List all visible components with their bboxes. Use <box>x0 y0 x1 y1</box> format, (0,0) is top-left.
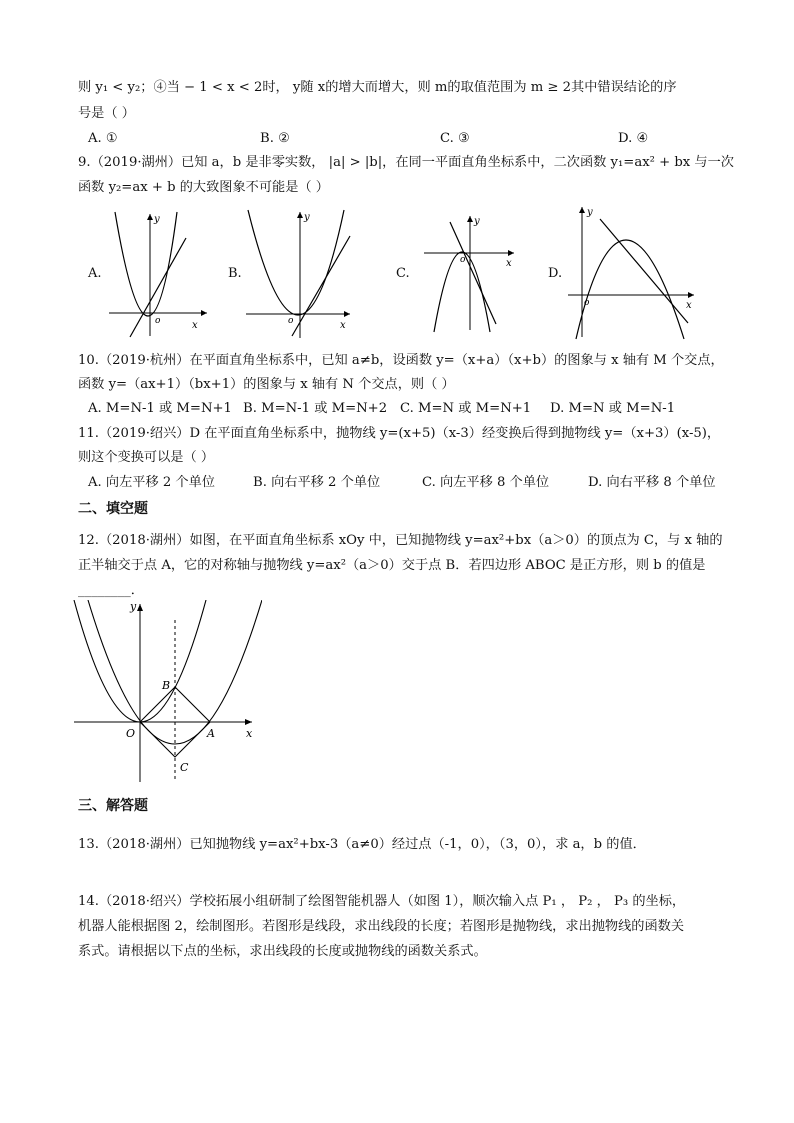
q14-text-line-1: 14.（2018·绍兴）学校拓展小组研制了绘图智能机器人（如图 1），顺次输入点 P₁ ， P₂ ， P₃ 的坐标， <box>78 894 686 909</box>
q11-option-b: B. 向右平移 2 个单位 <box>253 475 381 490</box>
q12-point-a: A <box>207 727 215 740</box>
q12-x-label: x <box>246 727 253 740</box>
q10-option-d: D. M=N 或 M=N-1 <box>550 401 676 416</box>
q9-a-y-label: y <box>154 214 160 225</box>
q9-b-origin: o <box>288 316 294 326</box>
q8-text-line-2: 号是（ ） <box>78 106 135 121</box>
q12-y-label: y <box>130 600 137 613</box>
q9-text-line-2: 函数 y₂=ax + b 的大致图象不可能是（ ） <box>78 180 329 195</box>
q9-b-x-label: x <box>340 320 346 331</box>
q8-option-a: A. ① <box>88 131 118 146</box>
q9-d-origin: o <box>584 298 590 308</box>
q12-point-b: B <box>162 679 171 692</box>
q9-text-line-1: 9.（2019·湖州）已知 a，b 是非零实数， |a| > |b|，在同一平面直角坐标系中，二次函数 y₁=ax² + bx 与一次 <box>78 155 734 170</box>
q9-c-origin: o <box>460 255 466 265</box>
q11-option-c: C. 向左平移 8 个单位 <box>422 475 550 490</box>
q10-option-a: A. M=N-1 或 M=N+1 <box>88 401 232 416</box>
q8-option-d: D. ④ <box>618 131 649 146</box>
q11-option-a: A. 向左平移 2 个单位 <box>88 475 215 490</box>
q14-text-line-3: 系式。请根据以下点的坐标，求出线段的长度或抛物线的函数关系式。 <box>78 944 487 959</box>
q9-d-y-label: y <box>587 207 593 218</box>
q10-option-b: B. M=N-1 或 M=N+2 <box>243 401 388 416</box>
section-fill-in-heading: 二、填空题 <box>78 501 148 517</box>
q9-b-y-label: y <box>304 212 310 223</box>
q12-text-line-2: 正半轴交于点 A，它的对称轴与抛物线 y=ax²（a＞0）交于点 B．若四边形 ABOC 是正方形，则 b 的值是 <box>78 558 706 573</box>
q9-graph-d-label: D. <box>548 266 563 281</box>
q11-option-d: D. 向右平移 8 个单位 <box>588 475 716 490</box>
q14-text-line-2: 机器人能根据图 2，绘制图形。若图形是线段，求出线段的长度；若图形是抛物线，求出抛物线的函数关 <box>78 919 685 934</box>
q9-graph-b <box>240 208 355 340</box>
q13-text-line-1: 13.（2018·湖州）已知抛物线 y=ax²+bx-3（a≠0）经过点（-1，0），（3，0），求 a，b 的值． <box>78 837 646 852</box>
q10-option-c: C. M=N 或 M=N+1 <box>400 401 532 416</box>
q9-a-x-label: x <box>192 320 198 331</box>
q12-point-o: O <box>126 727 136 740</box>
q9-graph-a <box>103 210 213 340</box>
q12-figure <box>72 600 262 785</box>
q9-graph-b-label: B. <box>228 266 242 281</box>
q9-c-y-label: y <box>474 216 480 227</box>
q12-answer-blank: ________． <box>78 583 144 598</box>
q9-c-x-label: x <box>506 258 512 269</box>
q10-text-line-2: 函数 y=（ax+1）（bx+1）的图象与 x 轴有 N 个交点，则（ ） <box>78 377 455 392</box>
q10-text-line-1: 10.（2019·杭州）在平面直角坐标系中，已知 a≠b，设函数 y=（x+a）（x+b）的图象与 x 轴有 M 个交点， <box>78 353 724 368</box>
q9-d-x-label: x <box>686 300 692 311</box>
q9-graph-a-label: A. <box>88 266 102 281</box>
q11-text-line-1: 11.（2019·绍兴）D 在平面直角坐标系中，抛物线 y=(x+5)（x-3）经变换后得到抛物线 y=（x+3）(x-5)， <box>78 426 721 441</box>
q9-graph-c <box>410 212 522 337</box>
q8-option-c: C. ③ <box>440 131 470 146</box>
q8-option-b: B. ② <box>260 131 290 146</box>
section-solution-heading: 三、解答题 <box>78 798 148 814</box>
q9-graph-d <box>564 203 699 341</box>
q11-text-line-2: 则这个变换可以是（ ） <box>78 450 215 465</box>
q9-graph-c-label: C. <box>396 266 410 281</box>
q8-text-line-1: 则 y₁ < y₂；④当 − 1 < x < 2时， y随 x的增大而增大，则 m的取值范围为 m ≥ 2其中错误结论的序 <box>78 80 677 95</box>
q9-a-origin: o <box>155 316 161 326</box>
q12-point-c: C <box>180 761 189 774</box>
q12-text-line-1: 12.（2018·湖州）如图，在平面直角坐标系 xOy 中，已知抛物线 y=ax²+bx（a＞0）的顶点为 C，与 x 轴的 <box>78 533 723 548</box>
